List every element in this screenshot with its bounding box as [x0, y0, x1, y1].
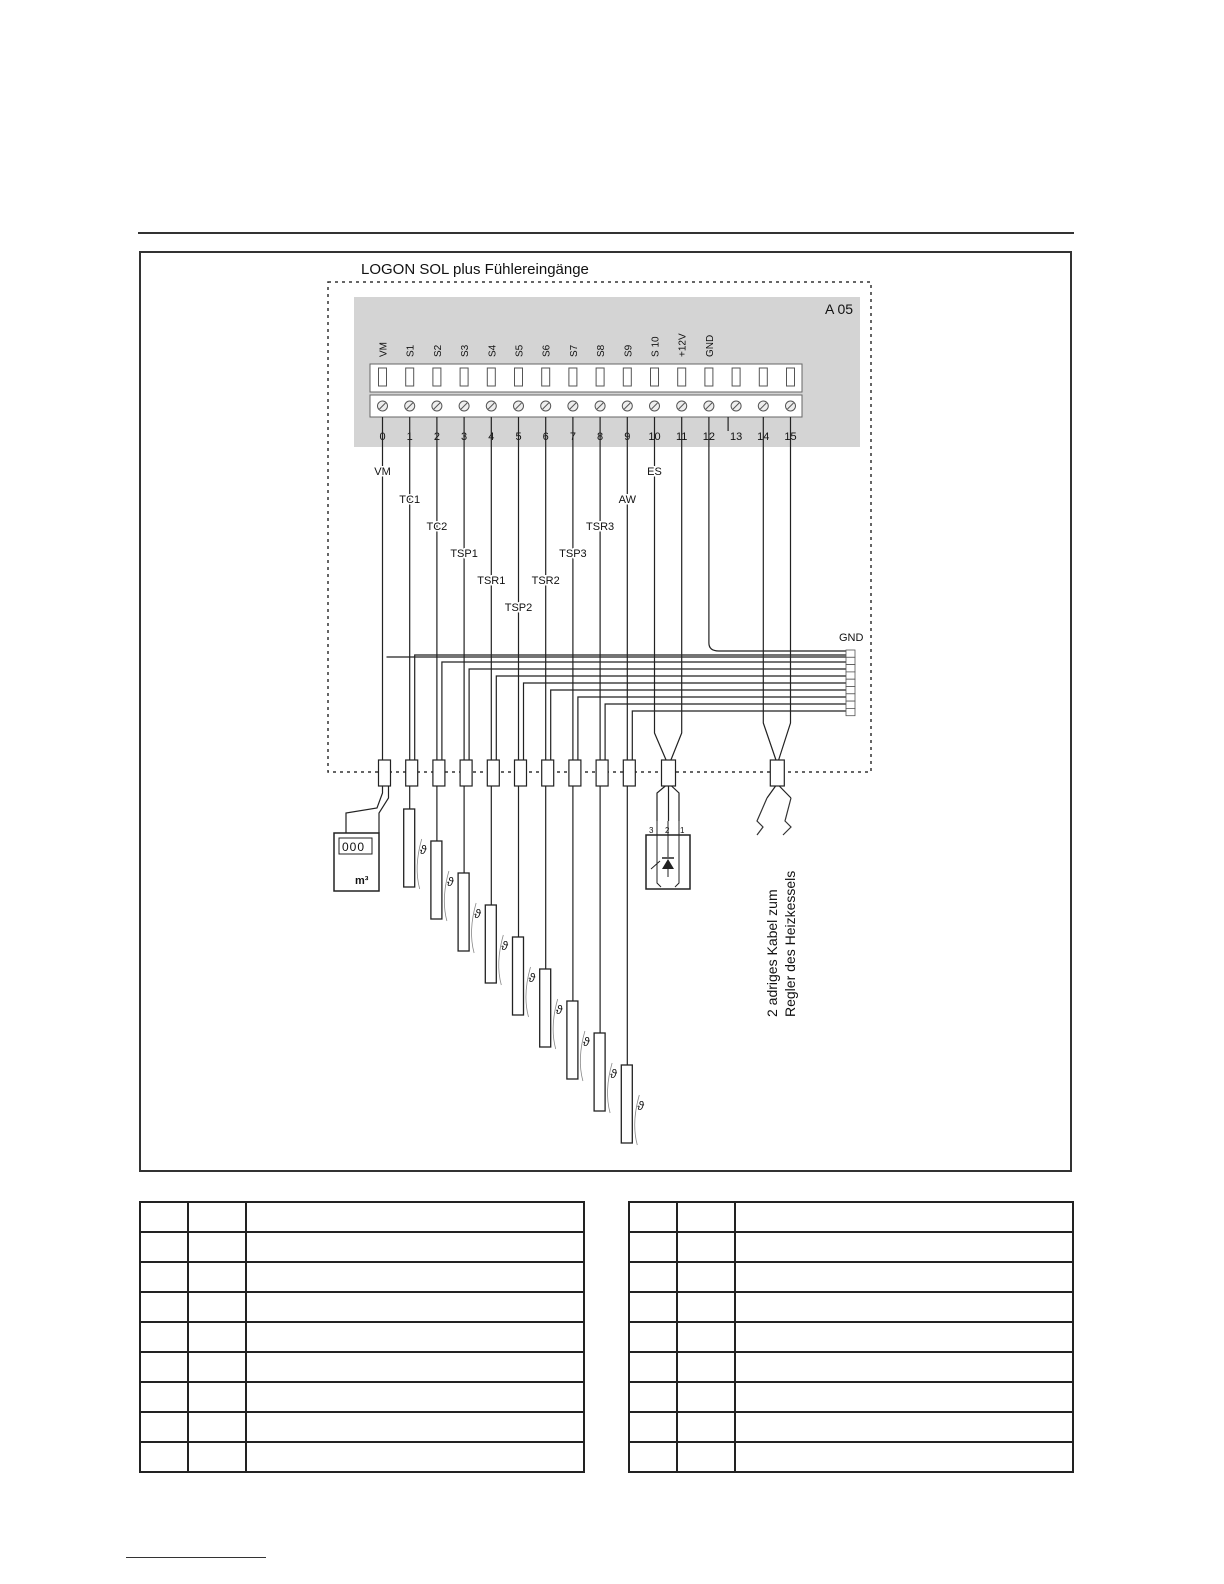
wire-sensor-return — [605, 704, 846, 761]
wire-label: VM — [374, 466, 391, 478]
sensor-symbol-icon: ϑ — [637, 1099, 644, 1113]
temperature-sensor — [621, 1065, 632, 1143]
terminal-number: 8 — [597, 431, 604, 443]
terminal-number: 3 — [461, 431, 468, 443]
wire-label: TSP1 — [450, 548, 478, 560]
es-pin-1: 1 — [680, 826, 685, 835]
wire-sensor-return — [632, 711, 846, 761]
legend-cell — [140, 1412, 188, 1442]
legend-cell — [188, 1382, 246, 1412]
terminal-slot — [460, 368, 468, 386]
cable-note-line2: Regler des Heizkessels — [782, 870, 798, 1017]
legend-row — [140, 1292, 584, 1322]
legend-row — [629, 1382, 1073, 1412]
cable-connector — [515, 760, 527, 786]
legend-cell — [629, 1322, 677, 1352]
cable-connector — [542, 760, 554, 786]
terminal-label: S3 — [460, 344, 472, 357]
terminal-number: 13 — [729, 431, 743, 443]
legend-cell — [140, 1292, 188, 1322]
terminal-number: 11 — [675, 431, 688, 443]
cable-connector — [623, 760, 635, 786]
sensor-symbol-icon: ϑ — [446, 875, 454, 889]
legend-cell — [188, 1202, 246, 1232]
cable-connector — [569, 760, 581, 786]
legend-cell — [629, 1412, 677, 1442]
legend-cell — [140, 1352, 188, 1382]
legend-cell — [735, 1292, 1073, 1322]
terminal-slot — [406, 368, 414, 386]
legend-row — [140, 1352, 584, 1382]
terminal-label: S2 — [432, 344, 444, 357]
sensor-symbol-icon: ϑ — [501, 939, 508, 953]
terminal-slot — [487, 368, 495, 386]
wire-boiler — [763, 417, 791, 798]
wire-sensor-return — [415, 655, 846, 761]
terminal-number: 6 — [542, 431, 549, 443]
legend-cell — [677, 1292, 735, 1322]
legend-cell — [735, 1352, 1073, 1382]
legend-row — [140, 1202, 584, 1232]
terminal-number: 1 — [406, 431, 413, 443]
legend-row — [140, 1442, 584, 1472]
sensor-symbol-icon: ϑ — [528, 971, 536, 985]
terminal-label: VM — [378, 342, 390, 357]
legend-cell — [188, 1322, 246, 1352]
temperature-sensor — [485, 905, 496, 983]
gnd-bus-terminal — [846, 679, 855, 686]
sensor-symbol-icon: ϑ — [555, 1003, 563, 1017]
legend-cell — [677, 1382, 735, 1412]
legend-cell — [246, 1352, 584, 1382]
terminal-number: 7 — [569, 431, 576, 443]
gnd-bus-terminal — [846, 687, 855, 694]
legend-cell — [246, 1322, 584, 1352]
terminal-slot — [651, 368, 659, 386]
temperature-sensor-group — [404, 809, 645, 1145]
cable-connector — [406, 760, 418, 786]
flow-meter-unit: m³ — [355, 875, 369, 887]
terminal-slot — [705, 368, 713, 386]
legend-row — [629, 1202, 1073, 1232]
legend-cell — [629, 1442, 677, 1472]
terminal-label: S 10 — [650, 336, 662, 357]
legend-cell — [735, 1442, 1073, 1472]
boiler-cable-break — [757, 798, 791, 835]
temperature-sensor — [458, 873, 469, 951]
gnd-bus-terminals — [846, 650, 855, 716]
wiring-diagram-frame — [139, 251, 1072, 1172]
terminal-number: 12 — [702, 431, 716, 443]
legend-cell — [246, 1412, 584, 1442]
legend-cell — [629, 1262, 677, 1292]
header-rule — [138, 232, 1074, 234]
legend-cell — [735, 1202, 1073, 1232]
legend-cell — [677, 1322, 735, 1352]
gnd-bus-terminal — [846, 694, 855, 701]
es-pin-2: 2 — [665, 826, 670, 835]
es-device — [646, 821, 690, 889]
wire-label: ES — [647, 466, 662, 478]
cable-connector — [379, 760, 391, 786]
legend-cell — [188, 1232, 246, 1262]
module-id: A 05 — [825, 301, 854, 317]
gnd-bus-terminal — [846, 657, 855, 664]
legend-cell — [188, 1412, 246, 1442]
wire-label: TSR2 — [531, 575, 560, 587]
sensor-symbol-icon: ϑ — [474, 907, 481, 921]
terminal-number: 10 — [648, 431, 661, 443]
gnd-bus-terminal — [846, 701, 855, 708]
terminal-slot — [379, 368, 387, 386]
legend-cell — [140, 1202, 188, 1232]
gnd-bus-terminal — [846, 672, 855, 679]
terminal-slot — [623, 368, 631, 386]
terminal-slot — [678, 368, 686, 386]
gnd-bus-terminal — [846, 708, 855, 715]
terminal-slot — [515, 368, 523, 386]
gnd-bus-terminal — [846, 665, 855, 672]
sensor-symbol-icon: ϑ — [419, 843, 427, 857]
terminal-label: GND — [704, 334, 716, 357]
legend-row — [140, 1262, 584, 1292]
terminal-label: S5 — [514, 344, 526, 357]
wire-sensor-return — [524, 683, 847, 761]
footnote-rule — [126, 1557, 266, 1558]
legend-cell — [735, 1322, 1073, 1352]
wire-gnd — [709, 417, 846, 651]
cable-connector — [596, 760, 608, 786]
legend-cell — [735, 1412, 1073, 1442]
terminal-slot — [732, 368, 740, 386]
legend-cell — [188, 1292, 246, 1322]
terminal-slot — [759, 368, 767, 386]
legend-cell — [246, 1262, 584, 1292]
legend-cell — [629, 1352, 677, 1382]
legend-cell — [629, 1232, 677, 1262]
terminal-number: 2 — [433, 431, 440, 443]
wire-label: TC2 — [426, 521, 448, 533]
cable-connector — [770, 760, 784, 786]
flow-meter — [334, 833, 379, 891]
wire-vm — [346, 417, 386, 833]
legend-row — [629, 1232, 1073, 1262]
legend-cell — [140, 1322, 188, 1352]
legend-cell — [629, 1202, 677, 1232]
legend-cell — [246, 1442, 584, 1472]
wire-label: AW — [618, 494, 636, 506]
terminal-slot — [569, 368, 577, 386]
temperature-sensor — [431, 841, 442, 919]
temperature-sensor — [594, 1033, 605, 1111]
legend-table-right — [628, 1201, 1074, 1473]
legend-cell — [140, 1382, 188, 1412]
legend-cell — [677, 1262, 735, 1292]
terminal-number: 4 — [488, 431, 495, 443]
terminal-label: S4 — [487, 344, 499, 357]
legend-cell — [246, 1202, 584, 1232]
legend-cell — [140, 1442, 188, 1472]
wire-sensor-return — [578, 697, 846, 761]
gnd-bus-label: GND — [839, 632, 864, 644]
wire-sensor-return — [496, 676, 846, 761]
terminal-slot — [787, 368, 795, 386]
terminal-label: S8 — [596, 344, 608, 357]
wire-label: TSR1 — [477, 575, 506, 587]
temperature-sensor — [513, 937, 524, 1015]
temperature-sensor — [404, 809, 415, 887]
legend-row — [629, 1412, 1073, 1442]
es-pin-3: 3 — [649, 826, 654, 835]
legend-row — [140, 1382, 584, 1412]
cable-connector — [662, 760, 676, 786]
wire-label: TC1 — [399, 494, 421, 506]
legend-cell — [188, 1352, 246, 1382]
legend-row — [140, 1232, 584, 1262]
terminal-number: 0 — [379, 431, 386, 443]
legend-cell — [677, 1412, 735, 1442]
legend-cell — [246, 1382, 584, 1412]
wire-label: TSP3 — [559, 548, 587, 560]
wire-sensor-return — [551, 690, 846, 761]
legend-cell — [735, 1382, 1073, 1412]
legend-cell — [629, 1382, 677, 1412]
legend-row — [629, 1292, 1073, 1322]
terminal-slot — [433, 368, 441, 386]
legend-row — [629, 1352, 1073, 1382]
legend-cell — [140, 1232, 188, 1262]
module-title: LOGON SOL plus Fühlereingänge — [361, 261, 589, 278]
legend-cell — [188, 1262, 246, 1292]
terminal-label: +12V — [677, 333, 689, 357]
terminal-slot — [596, 368, 604, 386]
legend-row — [140, 1322, 584, 1352]
legend-cell — [677, 1202, 735, 1232]
wire-label: TSR3 — [586, 521, 615, 533]
legend-cell — [677, 1232, 735, 1262]
sensor-symbol-icon: ϑ — [582, 1035, 590, 1049]
temperature-sensor — [540, 969, 551, 1047]
cable-note — [764, 871, 798, 1017]
terminal-slot — [542, 368, 550, 386]
legend-row — [629, 1442, 1073, 1472]
temperature-sensor — [567, 1001, 578, 1079]
legend-cell — [677, 1442, 735, 1472]
legend-cell — [188, 1442, 246, 1472]
terminal-label: S6 — [541, 344, 553, 357]
flow-meter-display: 000 — [342, 840, 366, 854]
legend-row — [140, 1412, 584, 1442]
terminal-label: S1 — [405, 344, 417, 357]
legend-cell — [246, 1232, 584, 1262]
terminal-number: 5 — [515, 431, 522, 443]
legend-row — [629, 1322, 1073, 1352]
terminal-label: S7 — [568, 344, 580, 357]
legend-cell — [629, 1292, 677, 1322]
cable-note-line1: 2 adriges Kabel zum — [764, 889, 780, 1017]
cable-connector — [487, 760, 499, 786]
legend-cell — [735, 1262, 1073, 1292]
legend-cell — [140, 1262, 188, 1292]
terminal-number: 15 — [784, 431, 797, 443]
cable-connector — [433, 760, 445, 786]
legend-row — [629, 1262, 1073, 1292]
legend-cell — [246, 1292, 584, 1322]
gnd-bus-terminal — [846, 650, 855, 657]
wire-label: TSP2 — [504, 602, 533, 614]
legend-table-left — [139, 1201, 585, 1473]
wiring-diagram — [141, 253, 1070, 1170]
terminal-number: 9 — [624, 431, 631, 443]
terminal-number: 14 — [757, 431, 770, 443]
terminal-label: S9 — [623, 344, 635, 357]
legend-cell — [677, 1352, 735, 1382]
legend-cell — [735, 1232, 1073, 1262]
sensor-symbol-icon: ϑ — [610, 1067, 617, 1081]
cable-connector-group — [379, 760, 785, 786]
cable-connector — [460, 760, 472, 786]
